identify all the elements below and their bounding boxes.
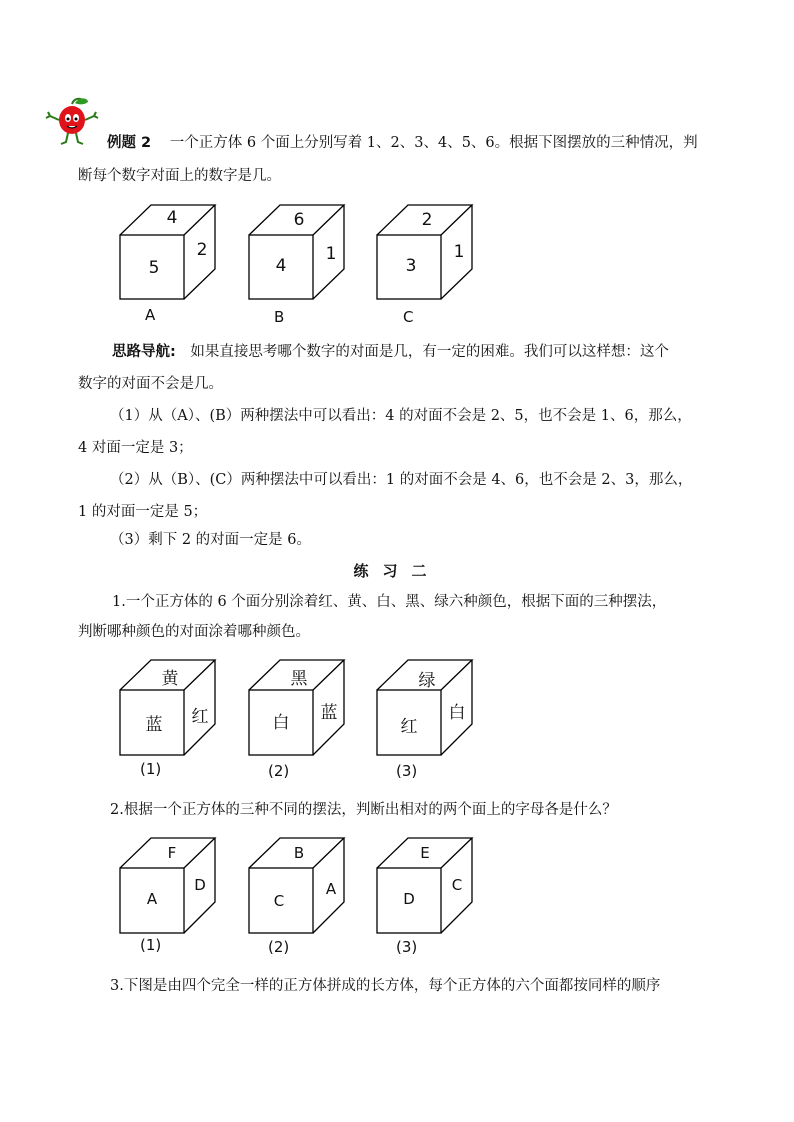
example-intro-line-2: 断每个数字对面上的数字是几。 xyxy=(78,168,281,184)
cube-top-label: 2 xyxy=(421,210,433,230)
guide-line-2: 数字的对面不会是几。 xyxy=(78,376,223,392)
example-label: 例题 2 xyxy=(107,135,152,151)
q2-caption-2: (2) xyxy=(268,938,290,956)
q2-cube-1 xyxy=(117,836,227,946)
q1-line-1: 1.一个正方体的 6 个面分别涂着红、黄、白、黑、绿六种颜色，根据下面的三种摆法， xyxy=(112,594,667,610)
cube-side-label: 红 xyxy=(191,707,209,727)
cube-front-label: 白 xyxy=(272,713,290,733)
cube-caption-b: B xyxy=(274,308,285,326)
q1-cube-2 xyxy=(246,658,356,768)
cube-front-label: 3 xyxy=(405,256,417,276)
cube-front-label: 5 xyxy=(148,258,160,278)
cube-front-label: C xyxy=(273,892,285,910)
cube-top-label: 黑 xyxy=(290,669,308,689)
q2-cube-2 xyxy=(246,836,356,946)
cube-top-label: B xyxy=(293,844,305,862)
guide-text-1: 如果直接思考哪个数字的对面是几，有一定的困难。我们可以这样想：这个 xyxy=(190,344,669,360)
q2-caption-1: (1) xyxy=(140,936,162,954)
q1-caption-2: (2) xyxy=(268,762,290,780)
q2-text: 2.根据一个正方体的三种不同的摆法，判断出相对的两个面上的字母各是什么？ xyxy=(110,802,617,818)
guide-step-1b: 4 对面一定是 3； xyxy=(78,440,193,456)
cube-front-label: 红 xyxy=(400,717,418,737)
cube-top-label: E xyxy=(420,844,430,862)
guide-step-2b: 1 的对面一定是 5； xyxy=(78,504,208,520)
guide-step-2a: （2）从（B）、(C）两种摆法中可以看出：1 的对面不会是 4、6，也不会是 2、3，那么， xyxy=(110,472,693,488)
apple-mascot-icon xyxy=(44,96,100,148)
cube-side-label: 2 xyxy=(196,240,208,260)
q2-caption-3: (3) xyxy=(396,938,418,956)
cube-front-label: 4 xyxy=(275,256,287,276)
guide-label: 思路导航: xyxy=(112,344,176,360)
example-cube-a xyxy=(117,202,227,312)
q1-line-2: 判断哪种颜色的对面涂着哪种颜色。 xyxy=(78,624,310,640)
exercise-heading: 练习二 xyxy=(353,562,441,580)
example-cube-c xyxy=(374,202,484,312)
q1-caption-3: (3) xyxy=(396,762,418,780)
guide-line-1 xyxy=(112,342,669,362)
cube-side-label: 1 xyxy=(325,244,337,264)
guide-step-3: （3）剩下 2 的对面一定是 6。 xyxy=(110,532,312,548)
cube-caption-c: C xyxy=(403,308,414,326)
guide-step-1a: （1）从（A）、(B）两种摆法中可以看出：4 的对面不会是 2、5，也不会是 1、6，那么， xyxy=(110,408,692,424)
cube-top-label: 6 xyxy=(293,210,305,230)
cube-top-label: 黄 xyxy=(161,669,179,689)
q2-cube-3 xyxy=(374,836,484,946)
cube-top-label: 绿 xyxy=(418,671,436,691)
cube-side-label: 白 xyxy=(448,703,466,723)
cube-top-label: F xyxy=(167,844,177,862)
cube-front-label: A xyxy=(146,890,158,908)
cube-side-label: 蓝 xyxy=(320,703,338,723)
cube-side-label: A xyxy=(325,880,337,898)
cube-side-label: D xyxy=(194,876,206,894)
example-text-1: 一个正方体 6 个面上分别写着 1、2、3、4、5、6。根据下图摆放的三种情况，判 xyxy=(169,135,698,151)
cube-front-label: 蓝 xyxy=(145,715,163,735)
q1-cube-3 xyxy=(374,658,484,768)
example-cube-b xyxy=(246,202,356,312)
cube-side-label: C xyxy=(451,876,463,894)
q1-cube-1 xyxy=(117,658,227,768)
cube-caption-a: A xyxy=(145,306,156,324)
cube-top-label: 4 xyxy=(166,208,178,228)
cube-front-label: D xyxy=(403,890,415,908)
q3-text: 3.下图是由四个完全一样的正方体拼成的长方体，每个正方体的六个面都按同样的顺序 xyxy=(110,978,661,994)
q1-caption-1: (1) xyxy=(140,760,162,778)
example-intro-line-1 xyxy=(107,133,698,153)
cube-side-label: 1 xyxy=(453,242,465,262)
